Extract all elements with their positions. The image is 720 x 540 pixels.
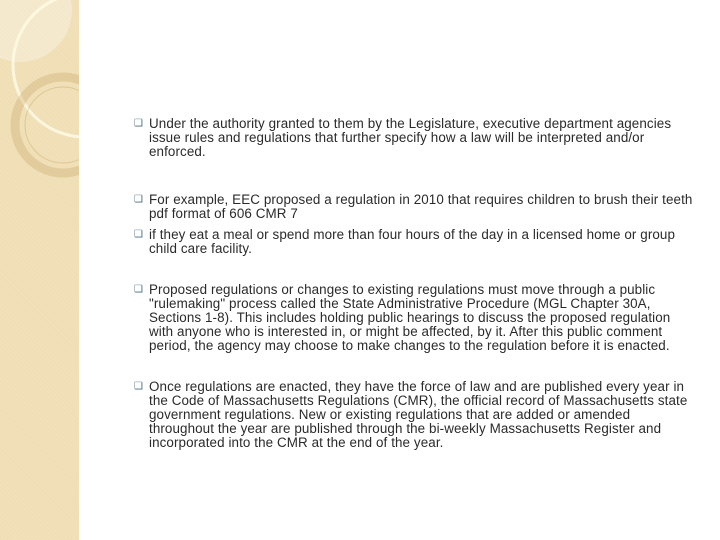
bullet-list [134, 117, 694, 450]
bullet-text: if they eat a meal or spend more than four hours of the day in a licensed home or group child care facility. [149, 227, 676, 256]
bullet-icon: ❏ [134, 284, 144, 295]
bullet-icon: ❏ [134, 194, 144, 205]
bullet-icon: ❏ [134, 118, 144, 129]
list-item [134, 117, 694, 159]
list-item [134, 193, 694, 221]
circles-decoration [0, 0, 79, 540]
list-item [134, 380, 694, 450]
list-item [134, 228, 694, 256]
bullet-text: Under the authority granted to them by the Legislature, executive department agencies issue rules and regulations that further specify how a law will be interpreted and/or enforced. [149, 116, 672, 159]
bullet-text: For example, EEC proposed a regulation in 2010 that requires children to brush their teeth pdf format of 606 CMR 7 [149, 192, 693, 221]
decorative-sidebar [0, 0, 79, 540]
bullet-text: Once regulations are enacted, they have the force of law and are published every year in the Code of Massachusetts Regulations (CMR), the official record of Massachusetts state government regulations. New or existing regulations that are added or amended throughout the year are published through the bi-weekly Massachusetts Register and incorporated into the CMR at the end of the year. [149, 379, 688, 450]
bullet-icon: ❏ [134, 229, 144, 240]
bullet-text: Proposed regulations or changes to existing regulations must move through a public "rulemaking" process called the State Administrative Procedure (MGL Chapter 30A, Sections 1-8). This includes holding public hearings to discuss the proposed regulation with anyone who is interested in, or might be affected, by it. After this public comment period, the agency may choose to make changes to the regulation before it is enacted. [149, 282, 671, 353]
bullet-icon: ❏ [134, 381, 144, 392]
list-item [134, 283, 694, 353]
